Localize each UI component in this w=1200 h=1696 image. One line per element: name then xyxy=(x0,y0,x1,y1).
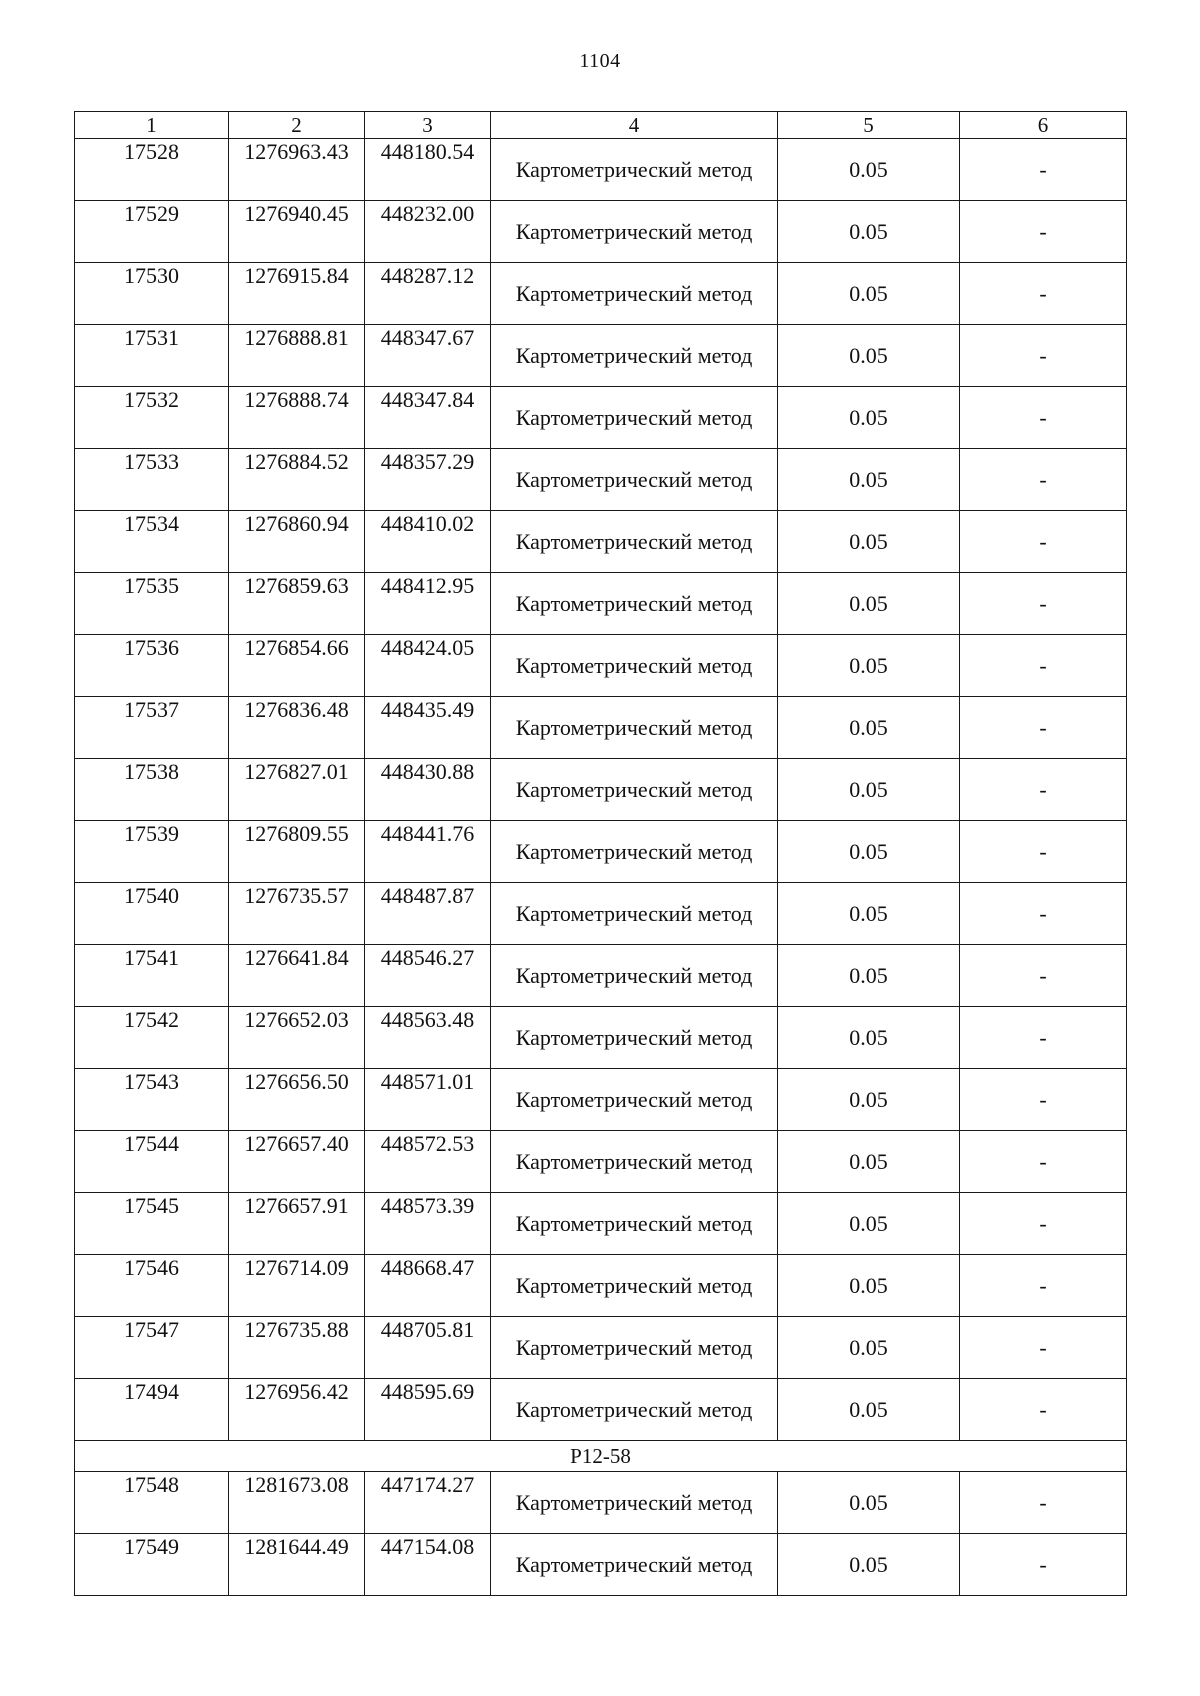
table-row xyxy=(75,1255,1127,1317)
method-cell: Картометрический метод xyxy=(491,139,778,201)
method-cell: Картометрический метод xyxy=(491,573,778,635)
table-header-row xyxy=(75,112,1127,139)
accuracy-cell: 0.05 xyxy=(778,883,960,945)
method-cell: Картометрический метод xyxy=(491,1317,778,1379)
column-header: 1 xyxy=(75,112,229,139)
accuracy-cell: 0.05 xyxy=(778,1534,960,1596)
x-coordinate-cell: 1276884.52 xyxy=(229,449,365,511)
note-cell: - xyxy=(960,449,1127,511)
note-cell: - xyxy=(960,1317,1127,1379)
x-coordinate-cell: 1276827.01 xyxy=(229,759,365,821)
accuracy-cell: 0.05 xyxy=(778,263,960,325)
accuracy-cell: 0.05 xyxy=(778,635,960,697)
accuracy-cell: 0.05 xyxy=(778,1317,960,1379)
method-cell: Картометрический метод xyxy=(491,635,778,697)
table-row xyxy=(75,697,1127,759)
method-cell: Картометрический метод xyxy=(491,325,778,387)
point-number-cell: 17534 xyxy=(75,511,229,573)
y-coordinate-cell: 448705.81 xyxy=(365,1317,491,1379)
y-coordinate-cell: 448546.27 xyxy=(365,945,491,1007)
point-number-cell: 17535 xyxy=(75,573,229,635)
method-cell: Картометрический метод xyxy=(491,511,778,573)
x-coordinate-cell: 1276809.55 xyxy=(229,821,365,883)
table-row xyxy=(75,263,1127,325)
point-number-cell: 17537 xyxy=(75,697,229,759)
accuracy-cell: 0.05 xyxy=(778,325,960,387)
note-cell: - xyxy=(960,945,1127,1007)
note-cell: - xyxy=(960,821,1127,883)
note-cell: - xyxy=(960,1472,1127,1534)
point-number-cell: 17548 xyxy=(75,1472,229,1534)
table-row xyxy=(75,1193,1127,1255)
x-coordinate-cell: 1281673.08 xyxy=(229,1472,365,1534)
column-header: 6 xyxy=(960,112,1127,139)
y-coordinate-cell: 448595.69 xyxy=(365,1379,491,1441)
x-coordinate-cell: 1276888.74 xyxy=(229,387,365,449)
method-cell: Картометрический метод xyxy=(491,201,778,263)
point-number-cell: 17538 xyxy=(75,759,229,821)
y-coordinate-cell: 448287.12 xyxy=(365,263,491,325)
method-cell: Картометрический метод xyxy=(491,945,778,1007)
table-row xyxy=(75,201,1127,263)
x-coordinate-cell: 1276656.50 xyxy=(229,1069,365,1131)
method-cell: Картометрический метод xyxy=(491,883,778,945)
method-cell: Картометрический метод xyxy=(491,821,778,883)
note-cell: - xyxy=(960,387,1127,449)
table-row xyxy=(75,139,1127,201)
point-number-cell: 17532 xyxy=(75,387,229,449)
accuracy-cell: 0.05 xyxy=(778,1379,960,1441)
method-cell: Картометрический метод xyxy=(491,759,778,821)
method-cell: Картометрический метод xyxy=(491,1193,778,1255)
accuracy-cell: 0.05 xyxy=(778,139,960,201)
y-coordinate-cell: 448573.39 xyxy=(365,1193,491,1255)
y-coordinate-cell: 448487.87 xyxy=(365,883,491,945)
coordinates-table xyxy=(74,111,1127,1596)
table-section xyxy=(75,1441,1127,1472)
point-number-cell: 17541 xyxy=(75,945,229,1007)
table-row xyxy=(75,325,1127,387)
y-coordinate-cell: 448668.47 xyxy=(365,1255,491,1317)
accuracy-cell: 0.05 xyxy=(778,201,960,263)
table-body-main xyxy=(75,139,1127,1441)
y-coordinate-cell: 447174.27 xyxy=(365,1472,491,1534)
note-cell: - xyxy=(960,1379,1127,1441)
note-cell: - xyxy=(960,1007,1127,1069)
note-cell: - xyxy=(960,1069,1127,1131)
point-number-cell: 17547 xyxy=(75,1317,229,1379)
point-number-cell: 17533 xyxy=(75,449,229,511)
y-coordinate-cell: 448347.67 xyxy=(365,325,491,387)
column-header: 4 xyxy=(491,112,778,139)
table-row xyxy=(75,1472,1127,1534)
x-coordinate-cell: 1276859.63 xyxy=(229,573,365,635)
point-number-cell: 17545 xyxy=(75,1193,229,1255)
table-row xyxy=(75,511,1127,573)
section-row xyxy=(75,1441,1127,1472)
table-row xyxy=(75,1007,1127,1069)
note-cell: - xyxy=(960,759,1127,821)
y-coordinate-cell: 448232.00 xyxy=(365,201,491,263)
accuracy-cell: 0.05 xyxy=(778,1255,960,1317)
table-row xyxy=(75,387,1127,449)
y-coordinate-cell: 448357.29 xyxy=(365,449,491,511)
note-cell: - xyxy=(960,263,1127,325)
table-row xyxy=(75,635,1127,697)
note-cell: - xyxy=(960,573,1127,635)
x-coordinate-cell: 1276657.40 xyxy=(229,1131,365,1193)
accuracy-cell: 0.05 xyxy=(778,1007,960,1069)
x-coordinate-cell: 1276735.88 xyxy=(229,1317,365,1379)
y-coordinate-cell: 448572.53 xyxy=(365,1131,491,1193)
x-coordinate-cell: 1276888.81 xyxy=(229,325,365,387)
method-cell: Картометрический метод xyxy=(491,1007,778,1069)
accuracy-cell: 0.05 xyxy=(778,1131,960,1193)
note-cell: - xyxy=(960,1255,1127,1317)
point-number-cell: 17528 xyxy=(75,139,229,201)
page-number: 1104 xyxy=(579,50,621,72)
table-row xyxy=(75,759,1127,821)
x-coordinate-cell: 1276915.84 xyxy=(229,263,365,325)
note-cell: - xyxy=(960,1534,1127,1596)
table-row xyxy=(75,945,1127,1007)
method-cell: Картометрический метод xyxy=(491,697,778,759)
table-row xyxy=(75,573,1127,635)
note-cell: - xyxy=(960,325,1127,387)
y-coordinate-cell: 448435.49 xyxy=(365,697,491,759)
point-number-cell: 17544 xyxy=(75,1131,229,1193)
y-coordinate-cell: 447154.08 xyxy=(365,1534,491,1596)
table-row xyxy=(75,1379,1127,1441)
table-row xyxy=(75,1534,1127,1596)
x-coordinate-cell: 1276963.43 xyxy=(229,139,365,201)
y-coordinate-cell: 448571.01 xyxy=(365,1069,491,1131)
x-coordinate-cell: 1276956.42 xyxy=(229,1379,365,1441)
point-number-cell: 17531 xyxy=(75,325,229,387)
accuracy-cell: 0.05 xyxy=(778,759,960,821)
point-number-cell: 17549 xyxy=(75,1534,229,1596)
point-number-cell: 17529 xyxy=(75,201,229,263)
table-row xyxy=(75,821,1127,883)
point-number-cell: 17536 xyxy=(75,635,229,697)
x-coordinate-cell: 1276735.57 xyxy=(229,883,365,945)
note-cell: - xyxy=(960,883,1127,945)
point-number-cell: 17530 xyxy=(75,263,229,325)
method-cell: Картометрический метод xyxy=(491,1472,778,1534)
x-coordinate-cell: 1276836.48 xyxy=(229,697,365,759)
table-body-section xyxy=(75,1472,1127,1596)
point-number-cell: 17546 xyxy=(75,1255,229,1317)
y-coordinate-cell: 448347.84 xyxy=(365,387,491,449)
y-coordinate-cell: 448563.48 xyxy=(365,1007,491,1069)
x-coordinate-cell: 1276854.66 xyxy=(229,635,365,697)
accuracy-cell: 0.05 xyxy=(778,1193,960,1255)
column-header: 2 xyxy=(229,112,365,139)
point-number-cell: 17543 xyxy=(75,1069,229,1131)
table-row xyxy=(75,883,1127,945)
table-row xyxy=(75,1317,1127,1379)
note-cell: - xyxy=(960,1131,1127,1193)
method-cell: Картометрический метод xyxy=(491,1069,778,1131)
x-coordinate-cell: 1276641.84 xyxy=(229,945,365,1007)
note-cell: - xyxy=(960,697,1127,759)
accuracy-cell: 0.05 xyxy=(778,945,960,1007)
y-coordinate-cell: 448410.02 xyxy=(365,511,491,573)
note-cell: - xyxy=(960,201,1127,263)
method-cell: Картометрический метод xyxy=(491,263,778,325)
table-row xyxy=(75,1069,1127,1131)
section-label: Р12-58 xyxy=(75,1441,1127,1472)
accuracy-cell: 0.05 xyxy=(778,1472,960,1534)
y-coordinate-cell: 448441.76 xyxy=(365,821,491,883)
y-coordinate-cell: 448430.88 xyxy=(365,759,491,821)
accuracy-cell: 0.05 xyxy=(778,1069,960,1131)
method-cell: Картометрический метод xyxy=(491,1534,778,1596)
column-header: 5 xyxy=(778,112,960,139)
x-coordinate-cell: 1276940.45 xyxy=(229,201,365,263)
point-number-cell: 17542 xyxy=(75,1007,229,1069)
note-cell: - xyxy=(960,139,1127,201)
accuracy-cell: 0.05 xyxy=(778,511,960,573)
table-row xyxy=(75,449,1127,511)
method-cell: Картометрический метод xyxy=(491,1131,778,1193)
y-coordinate-cell: 448180.54 xyxy=(365,139,491,201)
accuracy-cell: 0.05 xyxy=(778,449,960,511)
table-row xyxy=(75,1131,1127,1193)
note-cell: - xyxy=(960,511,1127,573)
point-number-cell: 17539 xyxy=(75,821,229,883)
accuracy-cell: 0.05 xyxy=(778,821,960,883)
point-number-cell: 17540 xyxy=(75,883,229,945)
x-coordinate-cell: 1276714.09 xyxy=(229,1255,365,1317)
x-coordinate-cell: 1281644.49 xyxy=(229,1534,365,1596)
accuracy-cell: 0.05 xyxy=(778,573,960,635)
y-coordinate-cell: 448424.05 xyxy=(365,635,491,697)
column-header: 3 xyxy=(365,112,491,139)
x-coordinate-cell: 1276860.94 xyxy=(229,511,365,573)
method-cell: Картометрический метод xyxy=(491,1255,778,1317)
point-number-cell: 17494 xyxy=(75,1379,229,1441)
y-coordinate-cell: 448412.95 xyxy=(365,573,491,635)
method-cell: Картометрический метод xyxy=(491,449,778,511)
accuracy-cell: 0.05 xyxy=(778,387,960,449)
note-cell: - xyxy=(960,635,1127,697)
note-cell: - xyxy=(960,1193,1127,1255)
accuracy-cell: 0.05 xyxy=(778,697,960,759)
method-cell: Картометрический метод xyxy=(491,387,778,449)
x-coordinate-cell: 1276652.03 xyxy=(229,1007,365,1069)
x-coordinate-cell: 1276657.91 xyxy=(229,1193,365,1255)
method-cell: Картометрический метод xyxy=(491,1379,778,1441)
